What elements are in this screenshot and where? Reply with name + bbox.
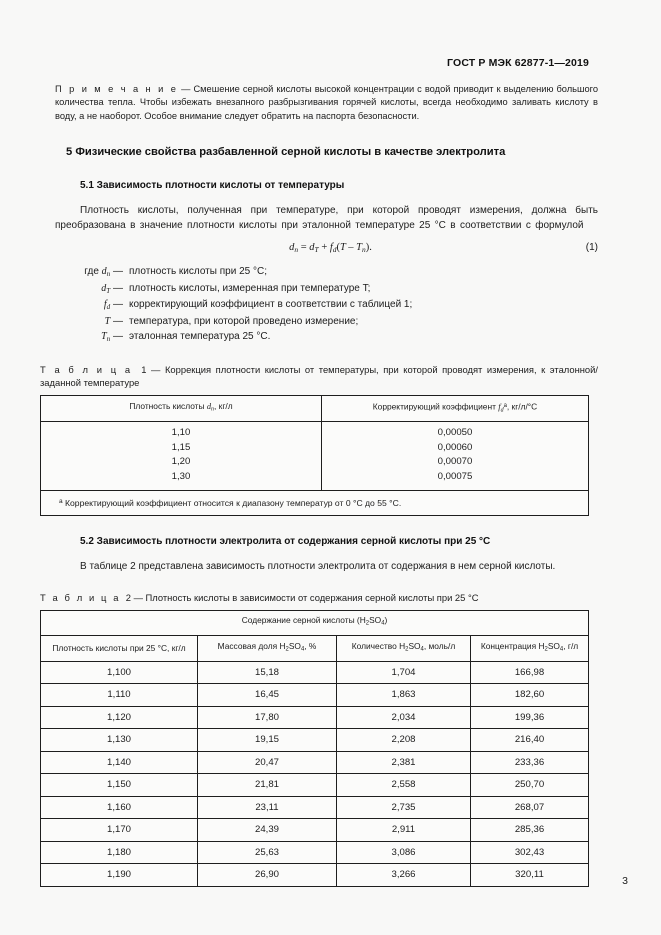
definition-row — [55, 282, 621, 299]
cell-density: 1,140 — [41, 751, 198, 774]
table-2-col-amount — [337, 636, 471, 662]
cell-amount: 2,381 — [337, 751, 471, 774]
table-1-caption-label: Т а б л и ц а — [40, 364, 133, 376]
cell-amount: 2,558 — [337, 774, 471, 797]
definitions-lead-word: где — [84, 266, 99, 278]
cell-concentration: 268,07 — [471, 796, 589, 819]
section-5-1-heading: 5.1 Зависимость плотности кислоты от температуры — [80, 180, 345, 192]
col-label-text: Массовая доля H — [217, 641, 286, 652]
cell-concentration: 250,70 — [471, 774, 589, 797]
col-subscript: 4 — [420, 646, 424, 653]
table-2-caption-label: Т а б л и ц а — [40, 592, 121, 604]
col-label-text: Плотность кислоты — [129, 401, 207, 412]
definition-symbol: T — — [104, 315, 123, 327]
cell-amount: 2,735 — [337, 796, 471, 819]
cell-density: 1,180 — [41, 841, 198, 864]
formula-1: $d_n = d_T + f_d(T - T_n)$. — [289, 242, 372, 255]
cell-mass-fraction: 25,63 — [198, 841, 337, 864]
group-subscript: 4 — [381, 621, 385, 628]
col-unit-text: , моль/л — [423, 641, 456, 652]
cell-value: 0,00060 — [437, 441, 473, 453]
definition-row — [55, 265, 621, 282]
cell-concentration: 182,60 — [471, 684, 589, 707]
definition-row — [55, 315, 621, 330]
note-dash: — — [178, 84, 194, 94]
cell-amount: 1,863 — [337, 684, 471, 707]
cell-concentration: 216,40 — [471, 729, 589, 752]
cell-value: 1,30 — [171, 470, 191, 482]
cell-mass-fraction: 15,18 — [198, 661, 337, 684]
table-row — [41, 751, 589, 774]
cell-amount: 1,704 — [337, 661, 471, 684]
cell-density: 1,120 — [41, 706, 198, 729]
table-1-density-stack — [41, 422, 322, 491]
table-1-coefficient-stack — [322, 422, 589, 491]
table-row — [41, 864, 589, 887]
table-2-caption-number: 2 — [125, 592, 131, 604]
cell-density: 1,100 — [41, 661, 198, 684]
section-5-2-heading: 5.2 Зависимость плотности электролита от содержания серной кислоты при 25 °С — [80, 536, 491, 547]
group-text: ) — [384, 615, 388, 626]
col-label-text: SO — [547, 641, 560, 652]
standard-code-header: ГОСТ Р МЭК 62877-1—2019 — [447, 57, 589, 69]
note-text: Смешение серной кислоты высокой концентрации с водой приводит к выделению большого количества тепла. Чтобы избежать внезапного разбрызгивания горячей кислоты, всегда необходимо заливать кислоту в воду, а не наоборот. Особое внимание следует обратить на паспорта безопасности. — [55, 84, 599, 121]
table-2-header-row — [41, 636, 589, 662]
cell-value: 0,00075 — [437, 470, 473, 482]
cell-mass-fraction: 19,15 — [198, 729, 337, 752]
table-1-header-row — [41, 396, 589, 422]
col-subscript: 2 — [544, 646, 548, 653]
cell-density: 1,190 — [41, 864, 198, 887]
cell-mass-fraction: 16,45 — [198, 684, 337, 707]
group-text: Содержание серной кислоты (H — [241, 615, 366, 626]
section-5-2-paragraph: В таблице 2 представлена зависимость плотности электролита от содержания в нем серной кислоты. — [80, 561, 556, 572]
table-row — [41, 422, 589, 491]
definition-symbol: $f_d$ — — [103, 299, 123, 312]
table-row — [41, 706, 589, 729]
footnote-marker: a — [59, 498, 63, 506]
definition-row — [55, 298, 621, 315]
section-5-1-paragraph: Плотность кислоты, полученная при температуре, при которой проводят измерения, должна быть преобразована в значение плотности кислоты при эталонной температуре 25 °С в соответствии с формулой — [55, 205, 598, 231]
cell-mass-fraction: 17,80 — [198, 706, 337, 729]
col-label-text: Количество H — [351, 641, 406, 652]
col-footnote-marker: a — [503, 403, 507, 410]
table-2-col-concentration — [471, 636, 589, 662]
cell-density: 1,130 — [41, 729, 198, 752]
cell-density: 1,110 — [41, 684, 198, 707]
definition-row — [55, 330, 621, 347]
col-label-text: SO — [288, 641, 301, 652]
note-paragraph — [40, 83, 621, 123]
table-2-head — [41, 611, 589, 661]
definition-symbol: $T_n$ — — [101, 330, 123, 343]
density-values-stack — [41, 422, 321, 490]
table-row — [41, 841, 589, 864]
cell-concentration: 233,36 — [471, 751, 589, 774]
table-2-group-header-row — [41, 611, 589, 636]
col-unit-text: , г/л — [563, 641, 579, 652]
col-unit-text: , кг/л — [214, 401, 233, 412]
col-subscript: 2 — [405, 646, 409, 653]
definition-text: плотность кислоты, измеренная при температуре T; — [129, 282, 371, 294]
definition-text: температура, при которой проведено измерение; — [129, 315, 359, 327]
group-text: SO — [369, 615, 382, 626]
page-content — [40, 0, 621, 935]
cell-amount: 3,086 — [337, 841, 471, 864]
table-row — [41, 819, 589, 842]
definition-symbol: $d_T$ — — [101, 282, 123, 295]
cell-concentration: 285,36 — [471, 819, 589, 842]
cell-value: 1,20 — [171, 456, 191, 468]
table-1-body — [41, 422, 589, 516]
table-2-col-density — [41, 636, 198, 662]
col-subscript: 4 — [559, 646, 564, 653]
cell-concentration: 320,11 — [471, 864, 589, 887]
table-1-head — [41, 396, 589, 422]
table-row — [41, 774, 589, 797]
table-1-caption — [40, 363, 621, 389]
cell-value: 1,15 — [171, 441, 191, 453]
col-subscript: d — [500, 407, 504, 414]
col-unit-text: , кг/л/°С — [506, 401, 538, 412]
definition-symbol: где $d_n$ — — [84, 266, 123, 279]
col-label-text: SO — [408, 641, 421, 652]
cell-mass-fraction: 21,81 — [198, 774, 337, 797]
cell-value: 1,10 — [171, 427, 191, 439]
table-row — [41, 796, 589, 819]
footnote-text: Корректирующий коэффициент относится к диапазону температур от 0 °С до 55 °С. — [62, 498, 402, 508]
col-label-text: Корректирующий коэффициент — [372, 401, 499, 412]
col-label-text: Концентрация H — [480, 641, 545, 652]
cell-amount: 2,208 — [337, 729, 471, 752]
cell-mass-fraction: 24,39 — [198, 819, 337, 842]
cell-density: 1,150 — [41, 774, 198, 797]
table-1 — [40, 395, 589, 516]
table-2 — [40, 610, 589, 886]
table-row — [41, 729, 589, 752]
formula-1-number: (1) — [585, 242, 598, 254]
col-subscript: 4 — [300, 646, 305, 653]
definition-text: плотность кислоты при 25 °С; — [129, 266, 267, 278]
col-subscript: 2 — [285, 646, 289, 653]
cell-value: 0,00050 — [437, 427, 473, 439]
cell-amount: 2,911 — [337, 819, 471, 842]
group-subscript: 2 — [365, 621, 370, 628]
cell-concentration: 302,43 — [471, 841, 589, 864]
table-row — [41, 684, 589, 707]
definition-text: корректирующий коэффициент в соответствии с таблицей 1; — [129, 299, 413, 311]
table-2-group-header — [41, 611, 589, 636]
cell-density: 1,170 — [41, 819, 198, 842]
definition-text: эталонная температура 25 °С. — [129, 330, 271, 342]
col-label-text: Плотность кислоты при 25 °С, кг/л — [52, 642, 186, 653]
table-1-footnote-row — [41, 491, 589, 516]
table-2-caption — [40, 591, 621, 604]
cell-concentration: 166,98 — [471, 661, 589, 684]
cell-amount: 3,266 — [337, 864, 471, 887]
cell-density: 1,160 — [41, 796, 198, 819]
col-subscript: n — [211, 407, 215, 414]
formula-1-row — [40, 242, 621, 259]
note-label: П р и м е ч а н и е — [55, 84, 179, 94]
cell-mass-fraction: 26,90 — [198, 864, 337, 887]
cell-mass-fraction: 23,11 — [198, 796, 337, 819]
cell-mass-fraction: 20,47 — [198, 751, 337, 774]
page-number: 3 — [622, 875, 628, 887]
cell-amount: 2,034 — [337, 706, 471, 729]
table-1-col-density: Плотность кислоты $d_n$, кг/л — [41, 396, 322, 422]
table-1-caption-number: 1 — [141, 364, 147, 376]
table-2-col-mass-fraction — [198, 636, 337, 662]
table-1-footnote — [41, 491, 589, 516]
table-1-col-coefficient: Корректирующий коэффициент $f_d^a$, кг/л/°С — [322, 396, 589, 422]
table-1-caption-text: — Коррекция плотности кислоты от температуры, при которой проводят измерения, к эталонной/заданной температуре — [40, 364, 598, 389]
col-unit-text: , % — [304, 641, 317, 652]
coefficient-values-stack — [322, 422, 588, 490]
table-2-caption-text: — Плотность кислоты в зависимости от содержания серной кислоты при 25 °С — [133, 592, 479, 604]
formula-1-definitions — [40, 265, 621, 346]
cell-concentration: 199,36 — [471, 706, 589, 729]
table-2-body — [41, 661, 589, 886]
table-row — [41, 661, 589, 684]
cell-value: 0,00070 — [437, 456, 473, 468]
section-5-heading: 5 Физические свойства разбавленной серной кислоты в качестве электролита — [66, 145, 506, 158]
